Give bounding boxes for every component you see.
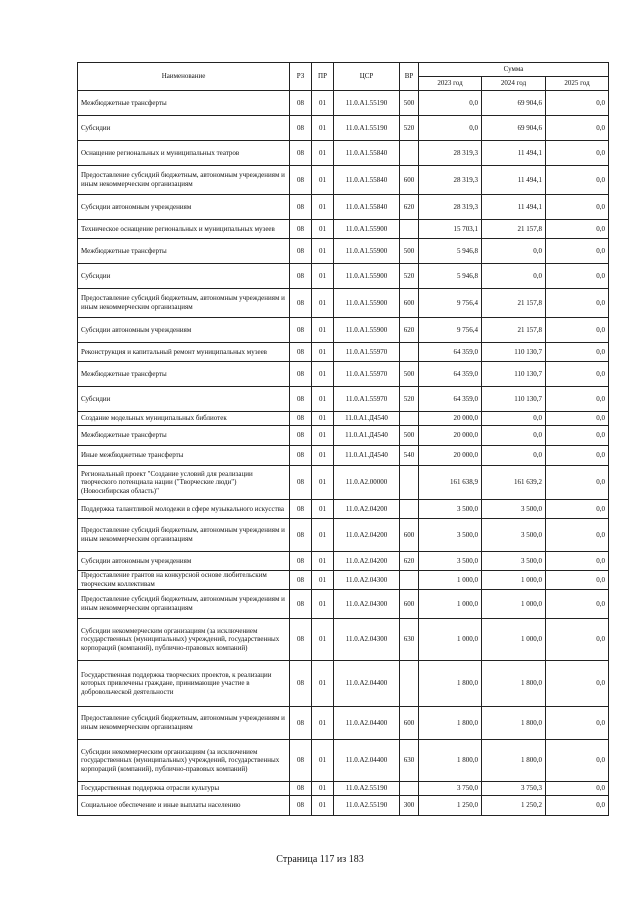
row-vr	[400, 661, 419, 707]
row-rz: 08	[290, 141, 312, 166]
table-row	[78, 619, 609, 661]
row-rz: 08	[290, 318, 312, 343]
row-csr: 11.0.А1.55900	[334, 318, 400, 343]
row-2025: 0,0	[546, 195, 609, 220]
row-rz: 08	[290, 796, 312, 816]
row-name: Предоставление субсидий бюджетным, автономным учреждениям и иным некоммерческим организациям	[78, 590, 290, 619]
row-2025: 0,0	[546, 619, 609, 661]
row-2025: 0,0	[546, 343, 609, 362]
row-pr: 01	[312, 426, 334, 446]
row-name: Субсидии автономным учреждениям	[78, 552, 290, 571]
table-row	[78, 426, 609, 446]
header-2024: 2024 год	[482, 77, 546, 91]
table-row	[78, 91, 609, 116]
row-pr: 01	[312, 239, 334, 264]
row-2025: 0,0	[546, 519, 609, 552]
row-2024: 21 157,8	[482, 289, 546, 318]
row-csr: 11.0.А1.55840	[334, 141, 400, 166]
row-pr: 01	[312, 91, 334, 116]
row-name: Поддержка талантливой молодежи в сфере музыкального искусства	[78, 500, 290, 519]
row-vr: 500	[400, 91, 419, 116]
row-csr: 11.0.А2.04400	[334, 740, 400, 782]
row-2023: 1 800,0	[419, 707, 482, 740]
row-pr: 01	[312, 343, 334, 362]
row-2025: 0,0	[546, 466, 609, 500]
row-name: Техническое оснащение региональных и муниципальных музеев	[78, 220, 290, 239]
row-name: Региональный проект "Создание условий для реализации творческого потенциала нации ("Творческие люди") (Новосибирская область)"	[78, 466, 290, 500]
row-2025: 0,0	[546, 426, 609, 446]
row-2025: 0,0	[546, 500, 609, 519]
row-2025: 0,0	[546, 318, 609, 343]
row-vr: 600	[400, 166, 419, 195]
row-2025: 0,0	[546, 141, 609, 166]
row-name: Субсидии автономным учреждениям	[78, 318, 290, 343]
row-2024: 21 157,8	[482, 220, 546, 239]
row-vr	[400, 782, 419, 796]
row-csr: 11.0.А1.Д4540	[334, 426, 400, 446]
row-vr	[400, 141, 419, 166]
row-vr: 500	[400, 239, 419, 264]
row-name: Предоставление субсидий бюджетным, автономным учреждениям и иным некоммерческим организациям	[78, 519, 290, 552]
row-pr: 01	[312, 220, 334, 239]
row-2024: 0,0	[482, 264, 546, 289]
row-csr: 11.0.А2.04300	[334, 590, 400, 619]
row-pr: 01	[312, 796, 334, 816]
row-2023: 5 946,8	[419, 239, 482, 264]
row-rz: 08	[290, 661, 312, 707]
row-2025: 0,0	[546, 661, 609, 707]
row-rz: 08	[290, 116, 312, 141]
row-2023: 15 703,1	[419, 220, 482, 239]
row-rz: 08	[290, 195, 312, 220]
row-2024: 1 250,2	[482, 796, 546, 816]
row-2023: 9 756,4	[419, 318, 482, 343]
row-vr: 620	[400, 318, 419, 343]
row-2023: 28 319,3	[419, 195, 482, 220]
row-vr: 600	[400, 289, 419, 318]
row-2024: 3 500,0	[482, 519, 546, 552]
row-rz: 08	[290, 239, 312, 264]
row-2023: 3 500,0	[419, 500, 482, 519]
table-row	[78, 571, 609, 590]
table-row	[78, 661, 609, 707]
row-2023: 28 319,3	[419, 166, 482, 195]
row-2023: 0,0	[419, 116, 482, 141]
row-rz: 08	[290, 343, 312, 362]
row-pr: 01	[312, 412, 334, 426]
row-2023: 64 359,0	[419, 387, 482, 412]
table-row	[78, 220, 609, 239]
row-rz: 08	[290, 619, 312, 661]
row-pr: 01	[312, 590, 334, 619]
table-row	[78, 466, 609, 500]
row-2023: 3 500,0	[419, 552, 482, 571]
row-csr: 11.0.А2.04300	[334, 571, 400, 590]
row-2024: 11 494,1	[482, 195, 546, 220]
row-2024: 1 800,0	[482, 740, 546, 782]
row-rz: 08	[290, 426, 312, 446]
row-csr: 11.0.А2.00000	[334, 466, 400, 500]
row-csr: 11.0.А1.55970	[334, 362, 400, 387]
row-2025: 0,0	[546, 116, 609, 141]
row-csr: 11.0.А2.04200	[334, 519, 400, 552]
row-vr: 520	[400, 264, 419, 289]
row-2023: 64 359,0	[419, 343, 482, 362]
row-vr: 630	[400, 619, 419, 661]
row-2023: 20 000,0	[419, 412, 482, 426]
row-rz: 08	[290, 362, 312, 387]
row-csr: 11.0.А1.55190	[334, 116, 400, 141]
row-2025: 0,0	[546, 289, 609, 318]
row-2023: 64 359,0	[419, 362, 482, 387]
header-2025: 2025 год	[546, 77, 609, 91]
row-2025: 0,0	[546, 166, 609, 195]
row-2023: 28 319,3	[419, 141, 482, 166]
row-2023: 161 638,9	[419, 466, 482, 500]
row-name: Межбюджетные трансферты	[78, 239, 290, 264]
row-2025: 0,0	[546, 782, 609, 796]
row-csr: 11.0.А1.55900	[334, 220, 400, 239]
row-2025: 0,0	[546, 707, 609, 740]
table-row	[78, 387, 609, 412]
table-row	[78, 782, 609, 796]
row-pr: 01	[312, 661, 334, 707]
row-rz: 08	[290, 782, 312, 796]
row-vr: 600	[400, 519, 419, 552]
row-rz: 08	[290, 264, 312, 289]
row-2023: 1 800,0	[419, 740, 482, 782]
row-vr	[400, 500, 419, 519]
row-name: Межбюджетные трансферты	[78, 91, 290, 116]
row-pr: 01	[312, 362, 334, 387]
table-row	[78, 289, 609, 318]
row-name: Оснащение региональных и муниципальных театров	[78, 141, 290, 166]
row-2025: 0,0	[546, 239, 609, 264]
row-name: Межбюджетные трансферты	[78, 362, 290, 387]
row-csr: 11.0.А1.55900	[334, 264, 400, 289]
row-rz: 08	[290, 707, 312, 740]
row-rz: 08	[290, 500, 312, 519]
row-vr: 500	[400, 426, 419, 446]
row-rz: 08	[290, 91, 312, 116]
row-rz: 08	[290, 519, 312, 552]
row-vr: 620	[400, 552, 419, 571]
row-2024: 69 904,6	[482, 91, 546, 116]
row-rz: 08	[290, 412, 312, 426]
row-rz: 08	[290, 387, 312, 412]
row-pr: 01	[312, 141, 334, 166]
table-body	[78, 91, 609, 816]
table-row	[78, 519, 609, 552]
header-pr: ПР	[312, 63, 334, 91]
row-2024: 11 494,1	[482, 166, 546, 195]
header-2023: 2023 год	[419, 77, 482, 91]
row-pr: 01	[312, 466, 334, 500]
row-rz: 08	[290, 446, 312, 466]
row-name: Реконструкция и капитальный ремонт муниципальных музеев	[78, 343, 290, 362]
row-2024: 0,0	[482, 412, 546, 426]
row-2023: 1 800,0	[419, 661, 482, 707]
row-pr: 01	[312, 619, 334, 661]
row-2023: 1 000,0	[419, 571, 482, 590]
row-pr: 01	[312, 264, 334, 289]
table-row	[78, 318, 609, 343]
row-vr	[400, 571, 419, 590]
row-name: Субсидии некоммерческим организациям (за исключением государственных (муниципальных) учреждений, государственных корпораций (компаний), публично-правовых компаний)	[78, 619, 290, 661]
budget-table	[77, 62, 609, 816]
row-rz: 08	[290, 740, 312, 782]
table-row	[78, 412, 609, 426]
row-csr: 11.0.А1.55900	[334, 289, 400, 318]
row-2025: 0,0	[546, 362, 609, 387]
row-name: Иные межбюджетные трансферты	[78, 446, 290, 466]
header-sum: Сумма	[419, 63, 609, 77]
row-2025: 0,0	[546, 220, 609, 239]
row-csr: 11.0.А2.04200	[334, 552, 400, 571]
row-vr: 600	[400, 590, 419, 619]
row-2023: 9 756,4	[419, 289, 482, 318]
row-vr: 500	[400, 362, 419, 387]
table-row	[78, 796, 609, 816]
row-pr: 01	[312, 740, 334, 782]
row-vr: 520	[400, 116, 419, 141]
page-number: Страница 117 из 183	[276, 854, 364, 865]
row-pr: 01	[312, 166, 334, 195]
row-2023: 1 000,0	[419, 590, 482, 619]
row-name: Субсидии автономным учреждениям	[78, 195, 290, 220]
row-pr: 01	[312, 552, 334, 571]
row-name: Субсидии	[78, 116, 290, 141]
row-vr	[400, 220, 419, 239]
row-vr: 300	[400, 796, 419, 816]
row-name: Субсидии некоммерческим организациям (за исключением государственных (муниципальных) учреждений, государственных корпораций (компаний), публично-правовых компаний)	[78, 740, 290, 782]
row-name: Межбюджетные трансферты	[78, 426, 290, 446]
table-row	[78, 141, 609, 166]
row-rz: 08	[290, 571, 312, 590]
header-rz: РЗ	[290, 63, 312, 91]
row-csr: 11.0.А1.55970	[334, 387, 400, 412]
row-2025: 0,0	[546, 446, 609, 466]
row-2024: 110 130,7	[482, 362, 546, 387]
row-rz: 08	[290, 220, 312, 239]
row-vr: 620	[400, 195, 419, 220]
row-csr: 11.0.А2.04400	[334, 707, 400, 740]
row-vr	[400, 466, 419, 500]
header-name: Наименование	[78, 63, 290, 91]
table-row	[78, 116, 609, 141]
row-name: Предоставление субсидий бюджетным, автономным учреждениям и иным некоммерческим организациям	[78, 166, 290, 195]
row-2024: 3 500,0	[482, 552, 546, 571]
row-2025: 0,0	[546, 740, 609, 782]
row-pr: 01	[312, 387, 334, 412]
row-vr: 540	[400, 446, 419, 466]
row-csr: 11.0.А2.55190	[334, 782, 400, 796]
row-name: Предоставление грантов на конкурсной основе любительским творческим коллективам	[78, 571, 290, 590]
row-2024: 0,0	[482, 446, 546, 466]
row-2024: 1 800,0	[482, 707, 546, 740]
row-pr: 01	[312, 446, 334, 466]
table-row	[78, 343, 609, 362]
table-row	[78, 446, 609, 466]
table-row	[78, 195, 609, 220]
row-csr: 11.0.А1.Д4540	[334, 446, 400, 466]
row-rz: 08	[290, 166, 312, 195]
row-csr: 11.0.А2.04300	[334, 619, 400, 661]
row-2025: 0,0	[546, 387, 609, 412]
row-csr: 11.0.А2.04400	[334, 661, 400, 707]
table-row	[78, 590, 609, 619]
row-2023: 3 500,0	[419, 519, 482, 552]
row-csr: 11.0.А2.04200	[334, 500, 400, 519]
table-row	[78, 362, 609, 387]
row-pr: 01	[312, 500, 334, 519]
row-csr: 11.0.А1.55970	[334, 343, 400, 362]
row-rz: 08	[290, 466, 312, 500]
row-vr: 520	[400, 387, 419, 412]
row-2024: 3 750,3	[482, 782, 546, 796]
row-rz: 08	[290, 289, 312, 318]
row-name: Социальное обеспечение и иные выплаты населению	[78, 796, 290, 816]
row-pr: 01	[312, 289, 334, 318]
row-2023: 5 946,8	[419, 264, 482, 289]
row-2024: 110 130,7	[482, 387, 546, 412]
table-row	[78, 552, 609, 571]
row-vr: 600	[400, 707, 419, 740]
row-2023: 1 000,0	[419, 619, 482, 661]
row-2024: 161 639,2	[482, 466, 546, 500]
row-2024: 1 000,0	[482, 590, 546, 619]
row-pr: 01	[312, 116, 334, 141]
row-name: Субсидии	[78, 387, 290, 412]
row-name: Государственная поддержка творческих проектов, к реализации которых привлечены граждане, принимающие участие в добровольческой деятельности	[78, 661, 290, 707]
row-rz: 08	[290, 590, 312, 619]
row-2024: 1 000,0	[482, 619, 546, 661]
table-row	[78, 707, 609, 740]
table-row	[78, 239, 609, 264]
row-2025: 0,0	[546, 264, 609, 289]
row-pr: 01	[312, 519, 334, 552]
row-csr: 11.0.А1.55840	[334, 195, 400, 220]
row-pr: 01	[312, 782, 334, 796]
row-2024: 0,0	[482, 426, 546, 446]
row-pr: 01	[312, 707, 334, 740]
row-2025: 0,0	[546, 412, 609, 426]
row-2024: 3 500,0	[482, 500, 546, 519]
table-row	[78, 264, 609, 289]
row-vr	[400, 343, 419, 362]
row-2024: 110 130,7	[482, 343, 546, 362]
table-row	[78, 166, 609, 195]
row-vr	[400, 412, 419, 426]
row-pr: 01	[312, 195, 334, 220]
row-pr: 01	[312, 318, 334, 343]
row-csr: 11.0.А1.55840	[334, 166, 400, 195]
row-2025: 0,0	[546, 552, 609, 571]
row-2025: 0,0	[546, 91, 609, 116]
row-2024: 1 800,0	[482, 661, 546, 707]
row-2025: 0,0	[546, 590, 609, 619]
row-csr: 11.0.А1.Д4540	[334, 412, 400, 426]
row-name: Создание модельных муниципальных библиотек	[78, 412, 290, 426]
row-2023: 3 750,0	[419, 782, 482, 796]
row-pr: 01	[312, 571, 334, 590]
row-2025: 0,0	[546, 571, 609, 590]
header-vr: ВР	[400, 63, 419, 91]
row-csr: 11.0.А2.55190	[334, 796, 400, 816]
header-csr: ЦСР	[334, 63, 400, 91]
row-2023: 20 000,0	[419, 426, 482, 446]
row-csr: 11.0.А1.55190	[334, 91, 400, 116]
row-2024: 0,0	[482, 239, 546, 264]
row-rz: 08	[290, 552, 312, 571]
table-row	[78, 500, 609, 519]
row-2023: 20 000,0	[419, 446, 482, 466]
table-row	[78, 740, 609, 782]
row-2023: 0,0	[419, 91, 482, 116]
row-2025: 0,0	[546, 796, 609, 816]
row-vr: 630	[400, 740, 419, 782]
row-2024: 11 494,1	[482, 141, 546, 166]
row-name: Государственная поддержка отрасли культуры	[78, 782, 290, 796]
row-name: Предоставление субсидий бюджетным, автономным учреждениям и иным некоммерческим организациям	[78, 707, 290, 740]
row-2024: 21 157,8	[482, 318, 546, 343]
row-2024: 1 000,0	[482, 571, 546, 590]
row-name: Субсидии	[78, 264, 290, 289]
row-2023: 1 250,0	[419, 796, 482, 816]
row-csr: 11.0.А1.55900	[334, 239, 400, 264]
row-2024: 69 904,6	[482, 116, 546, 141]
row-name: Предоставление субсидий бюджетным, автономным учреждениям и иным некоммерческим организациям	[78, 289, 290, 318]
